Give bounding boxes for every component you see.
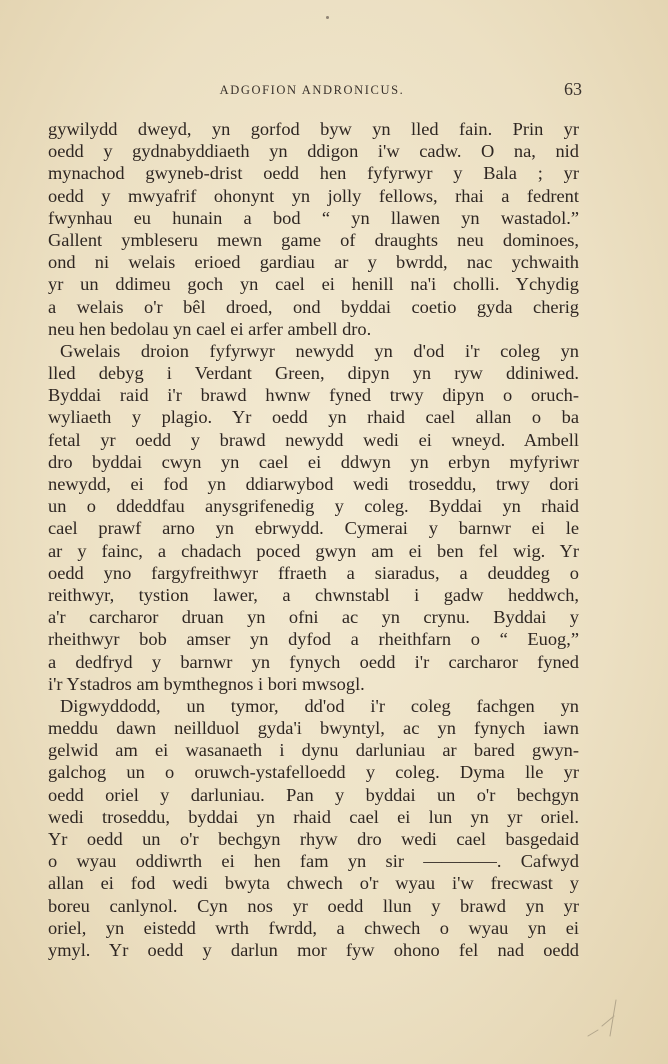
text-line: cael prawf arno yn ebrwydd. Cymerai y barnwr ei le [48,518,579,539]
pencil-mark-icon [584,996,624,1042]
text-line: Gwelais droion fyfyrwyr newydd yn d'od i'r coleg yn [60,340,579,361]
text-line: Gallent ymbleseru mewn game of draughts neu dominoes, [48,229,579,250]
text-line: wedi troseddu, byddai yn rhaid cael ei lun yn yr oriel. [48,806,579,827]
text-line: ar y fainc, a chadach poced gwyn am ei ben fel wig. Yr [48,540,579,561]
paper-speck [326,16,329,19]
text-line: Byddai raid i'r brawd hwnw fyned trwy dipyn o oruch- [48,385,579,406]
text-line: wyliaeth y plagio. Yr oedd yn rhaid cael allan o ba [48,407,579,428]
text-line: lled debyg i Verdant Green, dipyn yn ryw ddiniwed. [48,363,579,384]
text-line: a'r carcharor druan yn ofni ac yn crynu. Byddai y [48,607,579,628]
text-line: gelwid am ei wasanaeth i dynu darluniau ar bared gwyn- [48,740,579,761]
text-line: ymyl. Yr oedd y darlun mor fyw ohono fel nad oedd [48,939,579,960]
text-line: galchog un o oruwch-ystafelloedd y coleg. Dyma lle yr [48,762,579,783]
text-line: oriel, yn eistedd wrth fwrdd, a chwech o wyau yn ei [48,917,579,938]
text-line: meddu dawn neillduol gyda'i bwyntyl, ac yn fynych iawn [48,718,579,739]
text-line: oedd y mwyafrif ohonynt yn jolly fellows, rhai a fedrent [48,185,579,206]
text-line: o wyau oddiwrth ei hen fam yn sir ————. Cafwyd [48,851,579,872]
text-line: gywilydd dweyd, yn gorfod byw yn lled fain. Prin yr [48,119,579,139]
text-line: Yr oedd un o'r bechgyn rhyw dro wedi cael basgedaid [48,829,579,849]
page-number: 63 [564,79,582,99]
text-line: oedd oriel y darluniau. Pan y byddai un o'r bechgyn [48,784,579,805]
text-line: mynachod gwyneb-drist oedd hen fyfyrwyr y Bala ; yr [48,163,579,184]
text-line: dro byddai cwyn yn cael ei ddwyn yn erbyn myfyriwr [48,451,579,472]
running-head: ADGOFION ANDRONICUS. [219,83,405,97]
text-line: oedd y gydnabyddiaeth yn ddigon i'w cadw. O na, nid [48,141,579,162]
body-text [48,118,579,961]
text-line: fwynhau eu hunain a bod “ yn llawen yn wastadol.” [48,207,579,228]
text-line: i'r Ystadros am bymthegnos i bori mwsogl. [48,673,365,694]
text-line: newydd, ei fod yn ddiarwybod wedi troseddu, trwy dori [48,474,579,494]
text-line: rheithwyr bob amser yn dyfod a rheithfarn o “ Euog,” [48,629,579,650]
text-line: Digwyddodd, un tymor, dd'od i'r coleg fachgen yn [60,695,579,716]
text-line: yr un ddimeu goch yn cael ei henill na'i cholli. Ychydig [48,274,579,295]
text-line: a welais o'r bêl droed, ond byddai coetio gyda cherig [48,296,579,317]
text-line: fetal yr oedd y brawd newydd wedi ei wneyd. Ambell [48,429,579,450]
text-line: allan ei fod wedi bwyta chwech o'r wyau i'w frecwast y [48,873,579,894]
text-line: a dedfryd y barnwr yn fynych oedd i'r carcharor fyned [48,651,579,672]
text-line: neu hen bedolau yn cael ei arfer ambell dro. [48,318,372,339]
text-line: ond ni welais erioed gardiau ar y bwrdd, nac ychwaith [48,252,579,273]
page-header [48,79,582,101]
text-line: un o ddeddfau anysgrifenedig y coleg. Byddai yn rhaid [48,496,579,517]
text-line: reithwyr, tystion lawer, a chwnstabl i gadw heddwch, [48,584,579,605]
text-line: boreu canlynol. Cyn nos yr oedd llun y brawd yn yr [48,895,579,916]
text-line: oedd yno fargyfreithwyr ffraeth a siaradus, a deuddeg o [48,562,579,583]
